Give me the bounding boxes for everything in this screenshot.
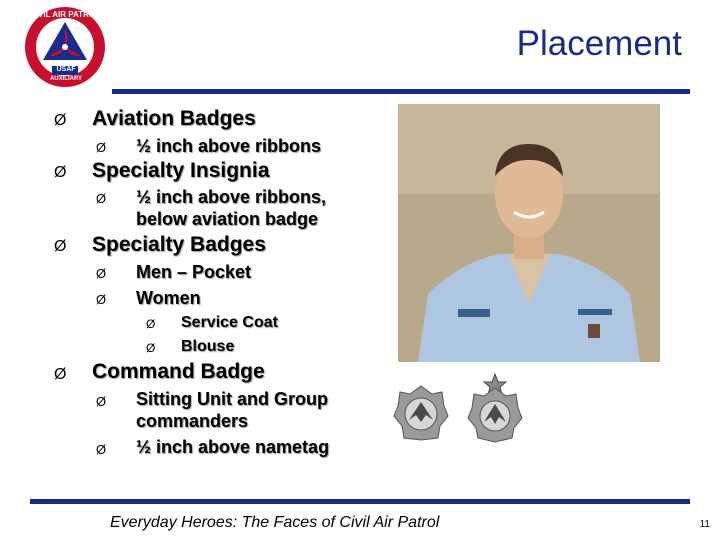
- title-divider: [112, 89, 690, 94]
- bullet-arrow-icon: Ø: [96, 266, 107, 281]
- bullet-service-coat: Service Coat: [181, 314, 278, 331]
- bullet-arrow-icon: Ø: [54, 366, 67, 383]
- footer-text: Everyday Heroes: The Faces of Civil Air Patrol: [110, 514, 440, 531]
- bullet-arrow-icon: Ø: [96, 292, 107, 307]
- bullet-command-badge: Command Badge: [92, 360, 265, 383]
- page-number: 11: [699, 519, 710, 530]
- cadet-photo: [398, 104, 660, 362]
- bullet-insignia-placement-line1: ½ inch above ribbons,: [136, 187, 327, 207]
- footer-divider: [30, 499, 690, 504]
- bullet-command-eligibility-line2: commanders: [136, 411, 249, 431]
- bullet-arrow-icon: Ø: [54, 238, 67, 255]
- logo-bottom-text: USAF: [56, 66, 76, 73]
- bullet-specialty-badges: Specialty Badges: [92, 233, 266, 256]
- bullet-arrow-icon: Ø: [96, 140, 107, 155]
- bullet-arrow-icon: Ø: [96, 394, 107, 409]
- bullet-command-placement: ½ inch above nametag: [136, 437, 330, 457]
- logo-sub-text: AUXILIARY: [49, 76, 83, 82]
- bullet-arrow-icon: Ø: [146, 317, 156, 331]
- bullet-aviation-badges: Aviation Badges: [92, 107, 256, 130]
- bullet-insignia-placement-line2: below aviation badge: [136, 209, 319, 229]
- logo-top-text: CIVIL AIR PATROL: [30, 10, 100, 19]
- bullet-command-eligibility-line1: Sitting Unit and Group: [136, 389, 328, 409]
- bullet-arrow-icon: Ø: [96, 442, 107, 457]
- senior-command-badge-icon: [466, 372, 524, 444]
- bullet-arrow-icon: Ø: [146, 341, 156, 355]
- bullet-men-pocket: Men – Pocket: [136, 262, 252, 282]
- bullet-arrow-icon: Ø: [54, 112, 67, 129]
- command-badge-icon: [392, 382, 450, 444]
- bullet-aviation-placement: ½ inch above ribbons: [136, 136, 322, 156]
- bullet-specialty-insignia: Specialty Insignia: [92, 159, 270, 182]
- bullet-arrow-icon: Ø: [54, 164, 67, 181]
- bullet-arrow-icon: Ø: [96, 191, 107, 206]
- bullet-blouse: Blouse: [181, 338, 235, 355]
- bullet-women: Women: [136, 288, 201, 308]
- page-title: Placement: [516, 24, 682, 63]
